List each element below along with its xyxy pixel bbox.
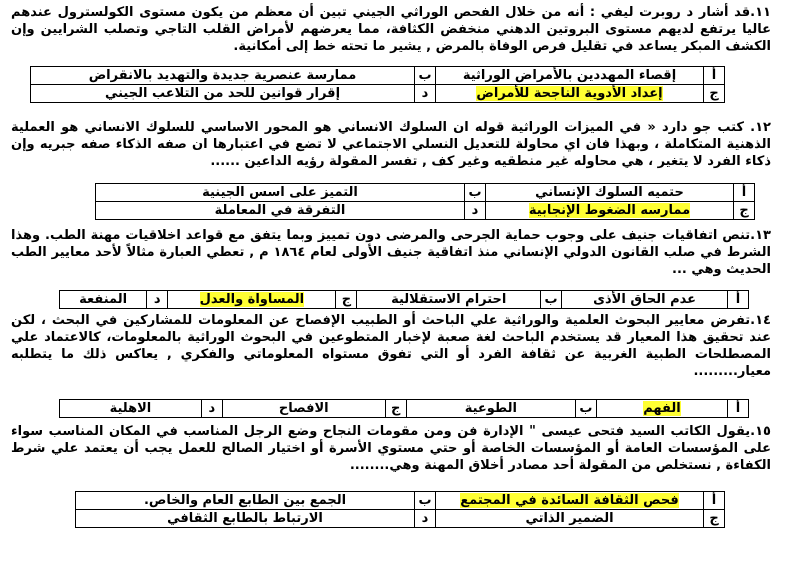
option-text-b[interactable]: ممارسة عنصرية جديدة والتهديد بالانقراض [31,67,415,85]
option-text-b[interactable]: الجمع بين الطابع العام والخاص. [76,492,415,510]
option-letter-b: ب [575,400,596,418]
option-letter-b: ب [541,291,562,309]
option-letter-a: أ [704,492,725,510]
question-14-text: ١٤.تفرض معايير البحوث العلمية والوراثية علي الباحث أو الطبيب الإفصاح عن المعلومات للمشاركين في البحث ، لكن عند تحقيق هذا المعيار قد يستخدم الباحث لغة صعبة لإخبار المتطوعين في البحوث الوراثية بالمعلومات، كالاعتماد علي المصطلحات الطبية الغربية عن ثقافة الفرد أو التي تفوق مستواه المعلوماتي والفكري , يعاكس ذلك ما يتطلبه معيار......... [11,313,771,379]
option-text-a: فحص الثقافة السائدة في المجتمع [460,493,679,508]
option-letter-d: د [465,202,486,220]
option-letter-b: ب [415,492,436,510]
option-text-d[interactable]: الارتباط بالطابع الثقافي [76,510,415,528]
question-11-text: ١١.قد أشار د روبرت ليفي : أنه من خلال الفحص الوراثي الجيني تبين أن معظم من يكون مستوى الكولسترول عندهم عاليا يرتفع لديهم مستوى البروتين الدهني منخفض الكثافة، مما يعرضهم لأمراض القلب التاجي وتصلب الشرايين وإن الكشف المبكر يساعد في تقليل فرص الوفاة بالمرض , يشير ما تحته خط إلى أمكانية. [11,5,771,54]
question-11-options [30,66,725,103]
option-text-d[interactable]: المنفعة [60,291,147,309]
option-letter-a: أ [728,400,749,418]
option-letter-a: أ [728,291,749,309]
question-15-options [75,491,725,528]
option-letter-d: د [415,85,436,103]
question-12-options [95,183,755,220]
option-text-b[interactable]: التميز على اسس الجينية [96,184,465,202]
question-13-text: ١٣.تنص اتفاقيات جنيف على وجوب حماية الجرحى والمرضى دون تمييز وبما يتفق مع قواعد اخلاقيات مهنة الطب. وهذا الشرط في صلب القانون الدولي الإنساني منذ اتفاقية جنيف الأولى لعام ١٨٦٤ م , تعطي العبارة مثالاً لأحد معايير الطب الحديث وهي ... [11,228,772,277]
option-letter-a: أ [704,67,725,85]
option-text-d[interactable]: الاهلية [60,400,202,418]
option-text-d[interactable]: التفرقة في المعاملة [96,202,465,220]
option-text-a[interactable]: عدم الحاق الأذى [562,291,728,309]
option-cell-c[interactable] [168,291,336,309]
option-letter-d: د [201,400,222,418]
question-12-text: ١٢. كتب جو دارد « في الميزات الوراثية قوله ان السلوك الانساني هو المحور الاساسي للسلوك الانساني هو العملية الذهنية المتكاملة ، وبهذا فان اي محاولة للتعديل النسلي الاجتماعي لا تضع في اعتبارها ان صفه الذكاء صفه جبريه وإن ذكاء الفرد لا يتغير ، هي محاوله غير منطقيه وغير كف , تفسر المقولة رؤيه الداعين ...... [11,120,771,169]
option-text-a[interactable]: إقصاء المهددين بالأمراض الوراثية [436,67,704,85]
option-text-c: ممارسه الضغوط الإنجابية [528,203,691,218]
option-text-d[interactable]: إقرار قوانين للحد من التلاعب الجيني [31,85,415,103]
option-cell-c[interactable] [486,202,734,220]
option-text-b[interactable]: احترام الاستقلالية [357,291,541,309]
option-letter-c: ج [704,510,725,528]
question-13-options [59,290,749,309]
option-text-a: الفهم [643,401,681,416]
option-text-c[interactable]: الضمير الذاتي [436,510,704,528]
question-15-text: ١٥.يقول الكاتب السيد فتحى عيسى " الإدارة فن ومن مقومات النجاح وضع الرجل المناسب في المكان المناسب سواء على المؤسسات العامة أو المؤسسات الخاصة أو حتي مستوي الأسرة أو اختيار الصالح للعمل يجب أن يعتمد علي شرط الكفاءة , نستخلص من المقولة أحد مصادر أخلاق المهنة وهي........ [11,424,771,473]
option-text-c: المساواة والعدل [199,292,305,307]
option-letter-c: ج [385,400,406,418]
option-cell-a[interactable] [596,400,727,418]
option-cell-a[interactable] [436,492,704,510]
option-letter-c: ج [704,85,725,103]
option-text-c: إعداد الأدوية الناجحة للأمراض [476,86,663,101]
option-letter-c: ج [336,291,357,309]
option-letter-a: أ [734,184,755,202]
option-text-c[interactable]: الافصاح [222,400,385,418]
question-14-options [59,399,749,418]
option-letter-d: د [415,510,436,528]
option-letter-b: ب [465,184,486,202]
option-letter-d: د [147,291,168,309]
option-cell-c[interactable] [436,85,704,103]
option-text-b[interactable]: الطوعية [406,400,575,418]
option-letter-b: ب [415,67,436,85]
option-text-a[interactable]: حتميه السلوك الإنساني [486,184,734,202]
option-letter-c: ج [734,202,755,220]
